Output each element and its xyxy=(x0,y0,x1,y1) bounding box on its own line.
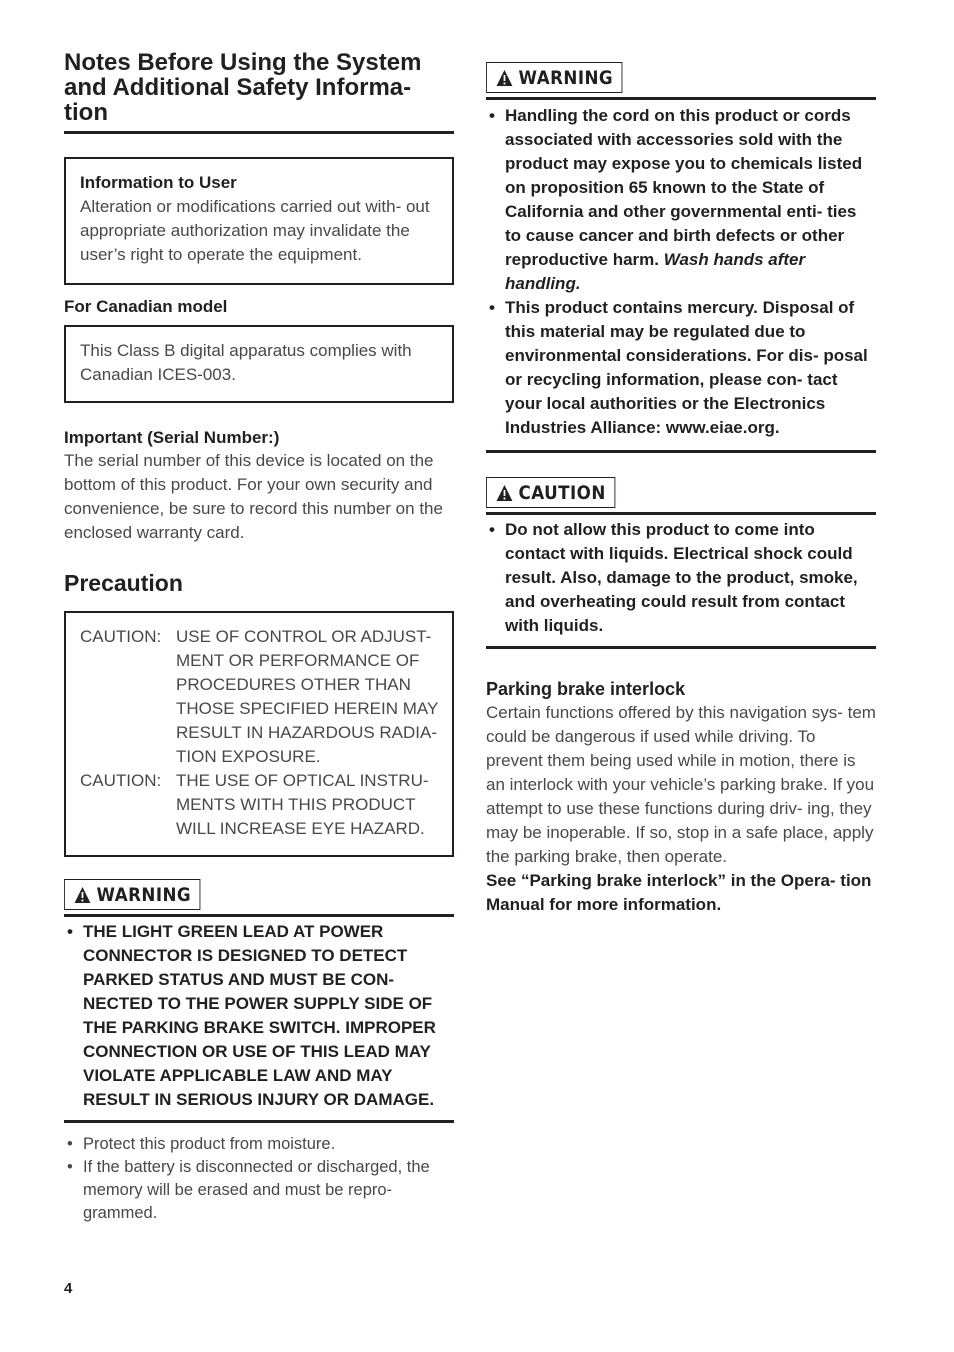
canadian-model-box xyxy=(64,325,454,403)
warning-list xyxy=(486,104,876,440)
caution-item: • Do not allow this product to come into contact with liquids. Electrical shock could result. Also, damage to the product, smoke, and overheating could result from contact with liquids. xyxy=(486,518,876,638)
precaution-label: CAUTION: xyxy=(80,627,162,646)
precaution-box xyxy=(64,611,454,857)
warning-content xyxy=(486,100,876,453)
caution-triangle-icon xyxy=(496,484,514,502)
canadian-model-text: This Class B digital apparatus complies with Canadian ICES-003. xyxy=(80,341,412,384)
page-number: 4 xyxy=(64,1280,73,1297)
info-to-user-box xyxy=(64,157,454,285)
precaution-label: CAUTION: xyxy=(80,771,162,790)
warning-badge-label: WARNING xyxy=(96,883,192,906)
precaution-heading: Precaution xyxy=(64,570,183,596)
serial-number-heading: Important (Serial Number:) xyxy=(64,428,280,447)
caution-badge xyxy=(486,477,615,508)
precaution-text: USE OF CONTROL OR ADJUST- MENT OR PERFORMANCE OF PROCEDURES OTHER THAN THOSE SPECIFIED HEREIN MAY RESULT IN HAZARDOUS RADIA- TION EXPOSURE. xyxy=(176,627,438,766)
warning-badge xyxy=(64,879,201,910)
warning-triangle-icon xyxy=(496,69,514,87)
precaution-table xyxy=(80,625,438,841)
caution-content xyxy=(486,515,876,649)
left-column xyxy=(64,50,454,1225)
caution-badge-label: CAUTION xyxy=(518,481,606,504)
page-title: Notes Before Using the System and Additional Safety Informa- tion xyxy=(64,50,454,134)
info-to-user-heading: Information to User xyxy=(80,173,237,192)
warning-list xyxy=(64,920,454,1112)
warning-item: • This product contains mercury. Disposal of this material may be regulated due to environmental considerations. For dis- posal or recycling information, please con- tact your local authorities or the Electronics Industries Alliance: www.eiae.org. xyxy=(486,296,876,440)
notes-list xyxy=(64,1133,454,1225)
precaution-row xyxy=(80,625,438,769)
left-warning-section xyxy=(64,879,454,1123)
right-warning-section xyxy=(486,62,876,453)
precaution-text: THE USE OF OPTICAL INSTRU- MENTS WITH THIS PRODUCT WILL INCREASE EYE HAZARD. xyxy=(176,771,429,838)
parking-brake-heading: Parking brake interlock xyxy=(486,679,686,699)
warning-item-text: Handling the cord on this product or cords associated with accessories sold with the product may expose you to chemicals listed on proposition 65 known to the State of California and other governmental enti- ties to cause cancer and birth defects or other reproductive harm. xyxy=(505,106,863,269)
canadian-model-heading: For Canadian model xyxy=(64,297,228,316)
parking-brake-text: Certain functions offered by this navigation sys- tem could be dangerous if used while driving. To prevent them being used while in motion, there is an interlock with your vehicle’s parking brake. If you attempt to use these functions during driv- ing, they may be inoperable. If so, stop in a safe place, apply the parking brake, then operate. xyxy=(486,703,876,866)
parking-brake-reference: See “Parking brake interlock” in the Opera- tion Manual for more information. xyxy=(486,871,872,914)
note-item: • If the battery is disconnected or discharged, the memory will be erased and must be repro- grammed. xyxy=(64,1156,454,1225)
warning-triangle-icon xyxy=(74,886,92,904)
info-to-user-text: Alteration or modifications carried out with- out appropriate authorization may invalidate the user’s right to operate the equipment. xyxy=(80,197,430,264)
warning-item-emphasis: Wash hands after handling. xyxy=(505,250,806,293)
note-item: • Protect this product from moisture. xyxy=(64,1133,454,1156)
serial-number-text: The serial number of this device is located on the bottom of this product. For your own security and convenience, be sure to record this number on the enclosed warranty card. xyxy=(64,451,443,542)
right-column xyxy=(486,62,876,917)
warning-content xyxy=(64,917,454,1123)
warning-item xyxy=(486,104,876,296)
warning-badge-label: WARNING xyxy=(518,66,614,89)
warning-badge xyxy=(486,62,623,93)
caution-section xyxy=(486,477,876,649)
caution-list xyxy=(486,518,876,638)
precaution-row xyxy=(80,769,438,841)
warning-item: • THE LIGHT GREEN LEAD AT POWER CONNECTOR IS DESIGNED TO DETECT PARKED STATUS AND MUST BE CON- NECTED TO THE POWER SUPPLY SIDE OF THE PARKING BRAKE SWITCH. IMPROPER CONNECTION OR USE OF THIS LEAD MAY VIOLATE APPLICABLE LAW AND MAY RESULT IN SERIOUS INJURY OR DAMAGE. xyxy=(64,920,454,1112)
